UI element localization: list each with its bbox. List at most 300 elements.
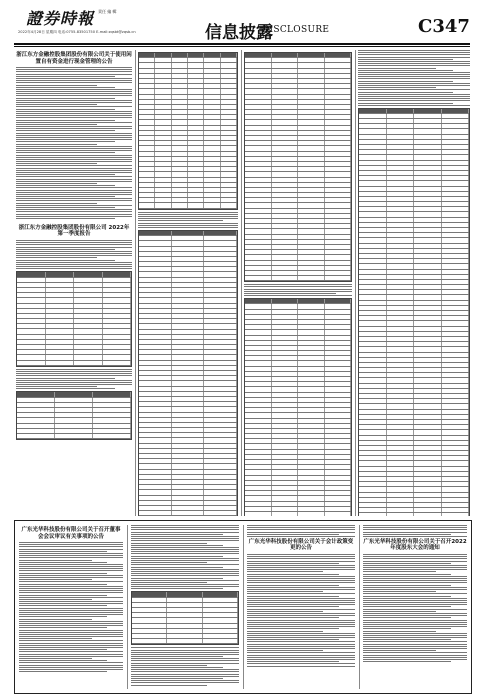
table-cell xyxy=(359,280,387,284)
text-line xyxy=(19,643,123,644)
table-cell xyxy=(139,324,172,328)
text-line xyxy=(363,529,467,530)
text-line xyxy=(19,623,123,624)
text-line xyxy=(16,109,115,110)
text-line xyxy=(244,289,352,290)
table-cell xyxy=(442,399,470,403)
table-cell xyxy=(359,259,387,263)
table-cell xyxy=(221,152,237,156)
text-line xyxy=(363,534,451,535)
text-line xyxy=(363,657,467,658)
text-line xyxy=(247,617,339,618)
table-cell xyxy=(325,310,352,314)
table-cell xyxy=(414,181,442,185)
text-line xyxy=(138,225,238,226)
table-cell xyxy=(359,285,387,289)
table-cell xyxy=(359,472,387,476)
table-cell xyxy=(414,218,442,222)
table-cell xyxy=(172,198,188,202)
table-cell xyxy=(245,240,272,244)
table-cell xyxy=(172,335,205,339)
column-center-left xyxy=(138,50,238,516)
text-line xyxy=(358,57,470,58)
table-cell xyxy=(139,231,172,235)
table-cell xyxy=(139,340,172,344)
text-line xyxy=(19,662,123,663)
text-line xyxy=(131,663,239,664)
table-cell xyxy=(298,299,325,303)
text-line xyxy=(363,527,467,528)
table-cell xyxy=(272,89,299,93)
text-line xyxy=(19,592,123,593)
table-cell xyxy=(325,162,352,166)
text-line xyxy=(16,82,132,83)
table-cell xyxy=(204,79,220,83)
table-cell xyxy=(155,157,171,161)
table-cell xyxy=(17,361,46,365)
table-cell xyxy=(204,53,220,57)
table-cell xyxy=(132,639,167,643)
table-cell xyxy=(359,353,387,357)
table-cell xyxy=(359,498,387,502)
text-line xyxy=(16,137,132,138)
table-cell xyxy=(188,89,204,93)
table-cell xyxy=(172,330,205,334)
text-line xyxy=(363,631,436,632)
table-cell xyxy=(139,407,172,411)
table-cell xyxy=(442,295,470,299)
table-cell xyxy=(204,136,220,140)
text-line xyxy=(363,532,467,533)
table-cell xyxy=(74,288,103,292)
table-cell xyxy=(442,441,470,445)
table-cell xyxy=(272,393,299,397)
table-cell xyxy=(172,172,188,176)
table-cell xyxy=(298,304,325,308)
table-cell xyxy=(74,293,103,297)
table-cell xyxy=(272,465,299,469)
table-cell xyxy=(155,58,171,62)
table-cell xyxy=(359,503,387,507)
table-cell xyxy=(414,373,442,377)
table-cell xyxy=(272,341,299,345)
editor-credit: 責任 編 輯 xyxy=(98,9,117,14)
table-cell xyxy=(172,84,188,88)
table-cell xyxy=(139,120,155,124)
table-cell xyxy=(188,203,204,207)
table-cell xyxy=(155,105,171,109)
text-line xyxy=(358,54,470,55)
text-line xyxy=(131,682,239,683)
table-cell xyxy=(155,84,171,88)
table-cell xyxy=(298,69,325,73)
table-cell xyxy=(298,167,325,171)
table-cell xyxy=(245,141,272,145)
table-cell xyxy=(55,403,93,407)
table-cell xyxy=(204,298,237,302)
table-cell xyxy=(414,145,442,149)
text-line xyxy=(16,251,132,252)
table-cell xyxy=(387,275,415,279)
table-cell xyxy=(414,461,442,465)
table-cell xyxy=(414,140,442,144)
text-line xyxy=(363,655,467,656)
table-cell xyxy=(359,264,387,268)
table-cell xyxy=(204,188,220,192)
table-cell xyxy=(103,309,132,313)
text-line xyxy=(358,52,470,53)
text-line xyxy=(16,148,132,149)
table-cell xyxy=(414,436,442,440)
table-cell xyxy=(298,178,325,182)
table-cell xyxy=(387,114,415,118)
table-row xyxy=(359,513,469,516)
table-cell xyxy=(298,250,325,254)
table-cell xyxy=(172,120,188,124)
table-cell xyxy=(359,301,387,305)
table-cell xyxy=(245,235,272,239)
text-line xyxy=(131,549,239,550)
text-line xyxy=(358,92,453,93)
table-cell xyxy=(359,109,387,113)
text-line xyxy=(131,556,223,557)
table-cell xyxy=(139,449,172,453)
table-cell xyxy=(387,207,415,211)
text-line xyxy=(19,557,123,558)
table-cell xyxy=(155,172,171,176)
table-cell xyxy=(46,361,75,365)
text-line xyxy=(363,624,467,625)
table-cell xyxy=(359,119,387,123)
text-line xyxy=(131,569,239,570)
table-cell xyxy=(245,229,272,233)
table-cell xyxy=(272,105,299,109)
table-cell xyxy=(414,254,442,258)
text-line xyxy=(16,176,132,177)
text-line xyxy=(363,554,467,555)
table-row xyxy=(139,511,237,516)
text-line xyxy=(16,179,132,180)
table-cell xyxy=(204,319,237,323)
table-cell xyxy=(74,324,103,328)
table-cell xyxy=(414,404,442,408)
table-cell xyxy=(325,146,352,150)
table-row xyxy=(245,276,351,281)
text-line xyxy=(358,63,470,64)
table-cell xyxy=(298,131,325,135)
table-cell xyxy=(414,353,442,357)
table-cell xyxy=(172,418,205,422)
column-divider xyxy=(243,525,244,689)
table-cell xyxy=(172,397,205,401)
table-cell xyxy=(17,350,46,354)
table-cell xyxy=(387,259,415,263)
text-line xyxy=(19,590,123,591)
table-cell xyxy=(442,202,470,206)
table-cell xyxy=(245,266,272,270)
table-cell xyxy=(155,95,171,99)
table-cell xyxy=(172,58,188,62)
table-cell xyxy=(188,95,204,99)
table-cell xyxy=(298,115,325,119)
table-cell xyxy=(387,394,415,398)
table-cell xyxy=(272,387,299,391)
table-cell xyxy=(272,172,299,176)
table-cell xyxy=(272,346,299,350)
table-cell xyxy=(298,372,325,376)
table-cell xyxy=(272,188,299,192)
table-cell xyxy=(245,408,272,412)
table-cell xyxy=(245,146,272,150)
table-cell xyxy=(172,288,205,292)
text-line xyxy=(138,214,238,215)
table-cell xyxy=(172,262,205,266)
notice-headline: 广东光华科技股份有限公司关于召开2022年度股东大会的通知 xyxy=(363,538,467,552)
table-cell xyxy=(387,446,415,450)
table-cell xyxy=(414,508,442,512)
table-cell xyxy=(298,491,325,495)
table-cell xyxy=(204,314,237,318)
table-cell xyxy=(221,84,237,88)
text-line xyxy=(358,96,470,97)
dateline: 2022年4月28日 星期四 电话:0755-83501750 E-mail:zqsbt@zqsb.cn xyxy=(18,30,136,34)
table-cell xyxy=(221,198,237,202)
table-cell xyxy=(46,324,75,328)
table-cell xyxy=(359,461,387,465)
table-cell xyxy=(55,398,93,402)
table-cell xyxy=(325,152,352,156)
table-cell xyxy=(359,430,387,434)
table-cell xyxy=(272,84,299,88)
table-cell xyxy=(272,486,299,490)
article-body xyxy=(358,50,470,106)
text-line xyxy=(131,680,239,681)
column-divider xyxy=(127,525,128,689)
table-cell xyxy=(188,120,204,124)
table-cell xyxy=(203,603,238,607)
table-cell xyxy=(387,187,415,191)
table-cell xyxy=(172,511,205,515)
table-cell xyxy=(221,131,237,135)
table-cell xyxy=(155,79,171,83)
text-line xyxy=(16,150,132,151)
table-cell xyxy=(387,197,415,201)
table-cell xyxy=(272,320,299,324)
table-cell xyxy=(387,290,415,294)
text-line xyxy=(363,622,467,623)
table-cell xyxy=(325,444,352,448)
table-cell xyxy=(325,261,352,265)
table-cell xyxy=(74,335,103,339)
table-cell xyxy=(325,496,352,500)
text-line xyxy=(363,633,467,634)
text-line xyxy=(247,563,339,564)
text-line xyxy=(16,139,132,140)
text-line xyxy=(247,569,355,570)
text-line xyxy=(16,91,132,92)
table-cell xyxy=(17,314,46,318)
text-line xyxy=(131,540,239,541)
table-cell xyxy=(272,224,299,228)
table-cell xyxy=(298,450,325,454)
table-cell xyxy=(387,212,415,216)
text-line xyxy=(16,192,132,193)
table-cell xyxy=(359,187,387,191)
notice-column xyxy=(363,525,467,689)
notice-table xyxy=(131,591,239,645)
table-cell xyxy=(359,446,387,450)
table-cell xyxy=(359,114,387,118)
table-cell xyxy=(442,197,470,201)
table-cell xyxy=(17,429,55,433)
table-cell xyxy=(272,403,299,407)
text-line xyxy=(138,227,238,228)
text-line xyxy=(16,260,115,261)
table-cell xyxy=(359,249,387,253)
table-cell xyxy=(204,231,237,235)
table-cell xyxy=(221,157,237,161)
text-line xyxy=(16,120,115,121)
table-cell xyxy=(46,355,75,359)
table-cell xyxy=(245,172,272,176)
table-cell xyxy=(172,53,188,57)
text-line xyxy=(19,562,107,563)
table-cell xyxy=(46,340,75,344)
table-cell xyxy=(93,429,131,433)
text-line xyxy=(16,126,132,127)
table-cell xyxy=(221,162,237,166)
article-body xyxy=(16,240,132,269)
table-cell xyxy=(442,306,470,310)
table-cell xyxy=(387,150,415,154)
text-line xyxy=(247,571,323,572)
table-cell xyxy=(221,110,237,114)
text-line xyxy=(247,628,339,629)
table-cell xyxy=(387,129,415,133)
table-cell xyxy=(139,126,155,130)
table-cell xyxy=(298,320,325,324)
table-cell xyxy=(325,229,352,233)
table-cell xyxy=(298,481,325,485)
table-cell xyxy=(103,324,132,328)
table-cell xyxy=(204,490,237,494)
table-cell xyxy=(359,436,387,440)
table-cell xyxy=(298,105,325,109)
table-cell xyxy=(155,203,171,207)
table-cell xyxy=(387,373,415,377)
text-line xyxy=(19,610,123,611)
article-body xyxy=(16,67,132,219)
table-cell xyxy=(325,74,352,78)
table-cell xyxy=(221,89,237,93)
table-cell xyxy=(155,115,171,119)
table-cell xyxy=(359,181,387,185)
table-cell xyxy=(442,233,470,237)
table-cell xyxy=(132,608,167,612)
table-cell xyxy=(272,304,299,308)
table-cell xyxy=(204,152,220,156)
table-cell xyxy=(442,181,470,185)
table-cell xyxy=(172,95,188,99)
text-line xyxy=(247,626,355,627)
table-cell xyxy=(172,272,205,276)
text-line xyxy=(247,633,355,634)
newspaper-logo: 證券時報 xyxy=(26,9,95,28)
text-line xyxy=(363,646,467,647)
text-line xyxy=(247,598,355,599)
table-cell xyxy=(139,236,172,240)
text-line xyxy=(16,174,115,175)
table-cell xyxy=(359,337,387,341)
table-cell xyxy=(245,224,272,228)
table-cell xyxy=(442,487,470,491)
table-cell xyxy=(74,298,103,302)
table-cell xyxy=(442,264,470,268)
table-cell xyxy=(188,183,204,187)
table-cell xyxy=(139,361,172,365)
table-cell xyxy=(172,131,188,135)
table-cell xyxy=(103,288,132,292)
table-cell xyxy=(325,367,352,371)
table-cell xyxy=(139,350,172,354)
table-cell xyxy=(298,183,325,187)
text-line xyxy=(19,595,107,596)
text-line xyxy=(363,582,467,583)
table-cell xyxy=(359,342,387,346)
table-cell xyxy=(139,376,172,380)
table-cell xyxy=(245,460,272,464)
column-divider xyxy=(135,50,136,516)
table-cell xyxy=(172,89,188,93)
notice-headline: 广东光华科技股份有限公司关于会计政策变更的公告 xyxy=(248,538,354,552)
table-cell xyxy=(272,136,299,140)
table-cell xyxy=(204,361,237,365)
table-cell xyxy=(167,634,202,638)
table-cell xyxy=(298,361,325,365)
table-cell xyxy=(204,236,237,240)
table-cell xyxy=(204,371,237,375)
table-cell xyxy=(188,74,204,78)
table-cell xyxy=(359,415,387,419)
table-cell xyxy=(172,115,188,119)
table-cell xyxy=(414,410,442,414)
table-cell xyxy=(245,188,272,192)
text-line xyxy=(358,85,470,86)
text-line xyxy=(16,187,132,188)
table-cell xyxy=(272,100,299,104)
table-cell xyxy=(272,424,299,428)
text-line xyxy=(247,596,339,597)
table-cell xyxy=(442,456,470,460)
table-cell xyxy=(245,315,272,319)
text-line xyxy=(19,581,123,582)
table-cell xyxy=(74,350,103,354)
table-cell xyxy=(204,506,237,510)
table-cell xyxy=(359,404,387,408)
table-cell xyxy=(298,110,325,114)
table-cell xyxy=(298,377,325,381)
table-cell xyxy=(167,608,202,612)
table-cell xyxy=(298,84,325,88)
table-cell xyxy=(74,272,103,276)
table-cell xyxy=(204,172,220,176)
table-cell xyxy=(325,126,352,130)
table-cell xyxy=(414,238,442,242)
text-line xyxy=(16,262,132,263)
table-cell xyxy=(245,356,272,360)
text-line xyxy=(247,655,355,656)
table-cell xyxy=(139,475,172,479)
